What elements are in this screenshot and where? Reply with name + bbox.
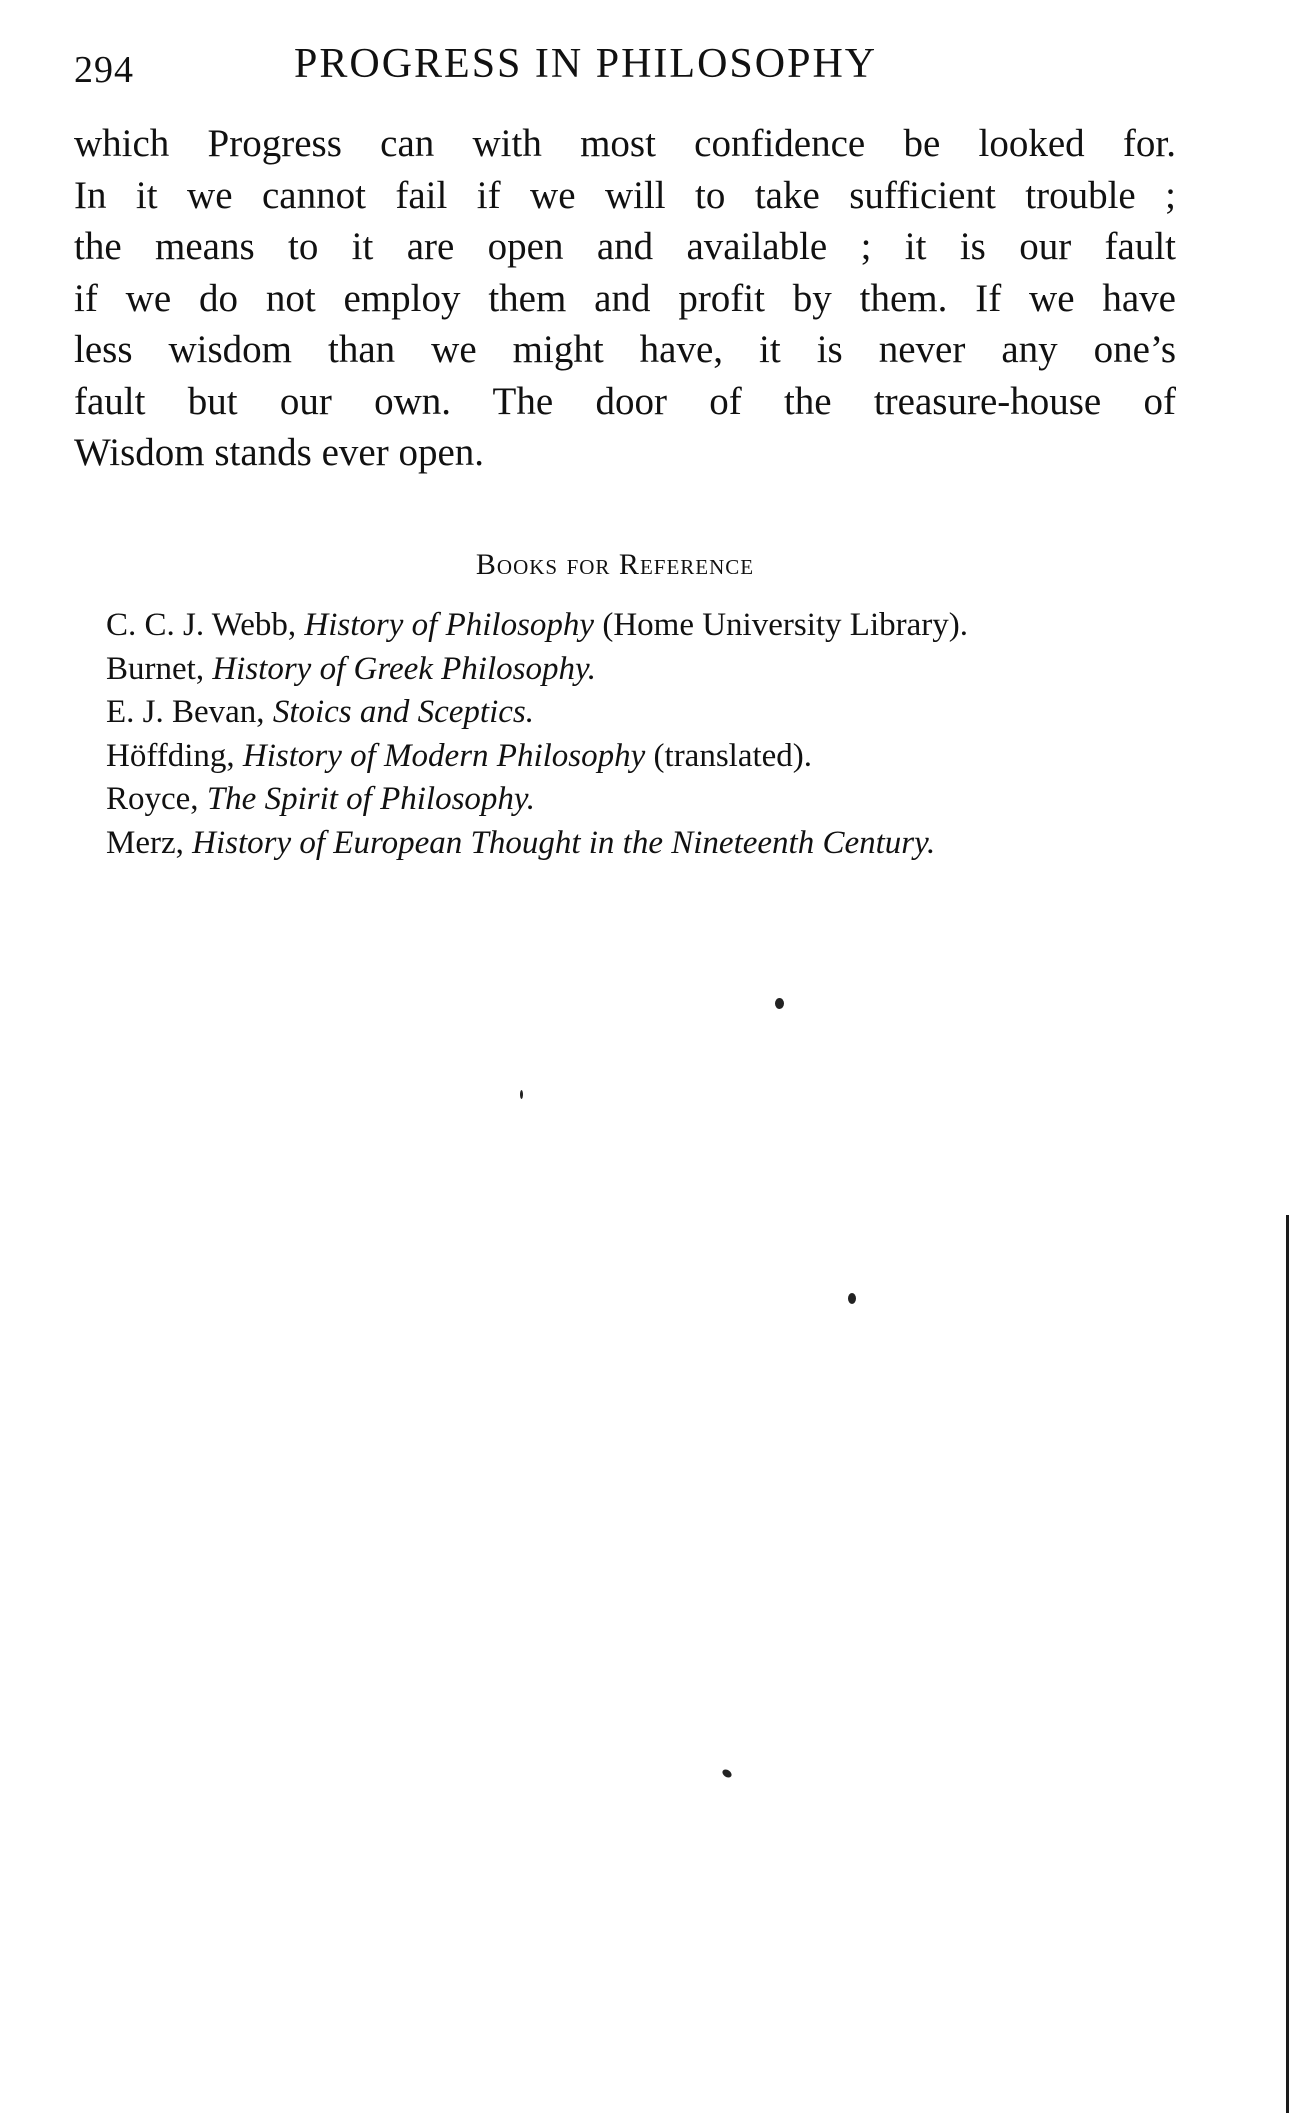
reference-title: The Spirit of Philosophy. bbox=[206, 781, 535, 817]
reference-item bbox=[106, 735, 1226, 779]
reference-author: E. J. Bevan, bbox=[106, 694, 273, 730]
reference-author: C. C. J. Webb, bbox=[106, 607, 305, 643]
body-line: Wisdom stands ever open. bbox=[74, 431, 485, 474]
reference-author: Burnet, bbox=[106, 650, 213, 687]
running-title: PROGRESS IN PHILOSOPHY bbox=[294, 41, 878, 87]
reference-title: History of Philosophy bbox=[304, 607, 595, 643]
body-line: the means to it are open and available ; it is our fault bbox=[74, 225, 1176, 268]
reference-author: Höffding, bbox=[106, 737, 243, 774]
body-line: In it we cannot fail if we will to take sufficient trouble ; bbox=[74, 173, 1176, 217]
scan-speck bbox=[775, 998, 784, 1009]
reference-item bbox=[106, 691, 1226, 735]
body-line: which Progress can with most confidence be looked for. bbox=[74, 122, 1176, 165]
scan-edge-line bbox=[1286, 1215, 1289, 2113]
scan-speck bbox=[520, 1090, 523, 1099]
reference-author: Royce, bbox=[106, 781, 207, 817]
reference-title: History of Greek Philosophy. bbox=[212, 650, 597, 687]
reference-title: History of Modern Philosophy bbox=[242, 737, 646, 774]
scan-speck bbox=[721, 1768, 733, 1779]
body-line: fault but our own. The door of the treasure-house of bbox=[74, 379, 1176, 423]
reference-list bbox=[106, 604, 1226, 865]
body-line: less wisdom than we might have, it is never any one’s bbox=[74, 328, 1176, 371]
reference-note: (Home University Library). bbox=[594, 607, 968, 643]
scan-speck bbox=[848, 1293, 856, 1304]
reference-item bbox=[106, 648, 1226, 692]
references-heading: Books for Reference bbox=[475, 548, 755, 581]
reference-item bbox=[106, 822, 1226, 866]
reference-note: (translated). bbox=[645, 737, 813, 774]
body-paragraph bbox=[74, 118, 1176, 479]
page-number: 294 bbox=[74, 49, 134, 91]
reference-title: Stoics and Sceptics. bbox=[272, 694, 535, 730]
body-line: if we do not employ them and profit by them. If we have bbox=[74, 276, 1176, 320]
reference-item bbox=[106, 604, 1226, 648]
reference-item bbox=[106, 778, 1226, 822]
running-head bbox=[74, 40, 1174, 96]
reference-author: Merz, bbox=[106, 824, 193, 861]
reference-title: History of European Thought in the Nineteenth Century. bbox=[192, 824, 936, 861]
